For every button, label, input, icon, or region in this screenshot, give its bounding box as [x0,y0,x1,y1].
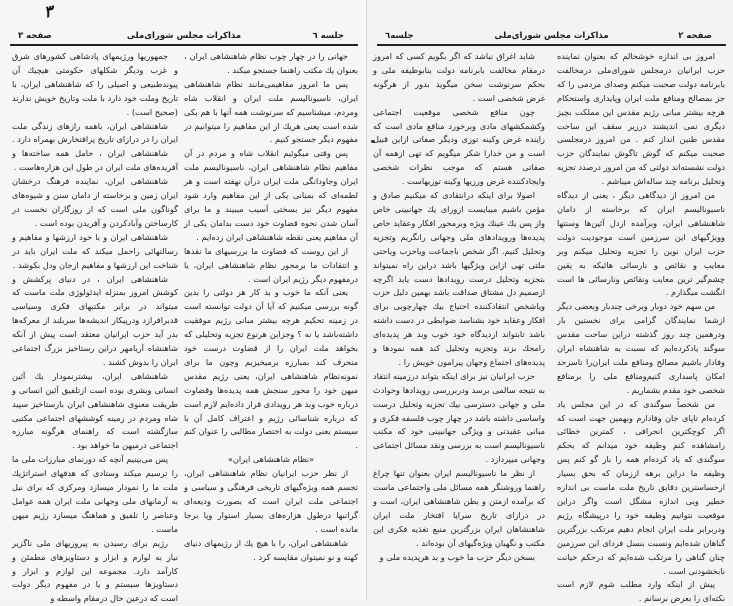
session-label: جلسه ٦ [312,31,344,41]
section-heading: «نظام شاهنشاهی ایران» [227,454,315,465]
paragraph: شاهنشاهی ایران، نماینده فرهنگ درخشان ایران زمین و برخاسته از دامان سنن و شیوه‌های گوناگون ملی است که از روزگاران نخست در کارساختن وآبادکردن و آفریدن بوده است . [12,176,178,228]
left-page [0,0,366,604]
paragraph: حزب ایرانیان نیز برای اینکه بتواند درزمینه انتقاد به نتیجه سالمی برسد ودربررسی رویدادها وحوادث ملی و جهانی دسترسی بیك تجزیه وتحلیل درست واساسی داشته باشد در چهار چوب فلسفه فکری و مبانی عقیدتی و ویژگی جهانبینی خود که مکتب ناسیونالیسم است به بررسی ونقد مسائل اجتماعی وجهانی میپردازد . [373,370,545,465]
paragraph: من سهم خود دوبار وبرخی چندبار وبعضی دیگر ازشما نمایندگان گرامی برای نخستین بار ودرهمین چند روز گذشته دراین ساحت مقدس سوگند یادکرده‌ایم که نسبت به شاهنشاه ایران وفادار باشیم مصالح ومنافع ملت ایران‌را تاسرحد امکان پاسداری کنیم‌ومنافع ملی را برمنافع شخصی خود مقدم بشماریم . [557,301,725,395]
running-title: مذاکرات مجلس شورای‌ملی [494,31,609,41]
paragraph: بسخن دیگر حزب ما خوب و بد هرپدیده ملی و [379,551,535,562]
paragraph: پیش از اینکه وارد مطلب شوم لازم است نکته‌ای را بعرض برسانم . [557,579,725,604]
paragraph: رژیم برای رسیدن به پیروزیهای ملی ناگزیر نیاز به لوازم و ابزار و دستاویزهای مطمئن و کارآمد دارد. مجموعه این لوازم و ابزار و دستاویزها سیستم و یا در مفهوم دیگر دولت است که درعین حال درمقام واسطه و [12,537,178,604]
left-page-header [10,30,358,46]
right-page [366,0,733,604]
paragraph: یعنی آنکه ما خوب و بد کار هر دولتی را بدین گونه بررسی میکنیم که آیا آن دولت توانسته است در زمینه تحکیم هرچه بیشتر مبانی رژیم موفقیت داشته‌باشد یا نه ؟ وجزاین هرنوع تجزیه وتحلیلی که بخواهد ملت ایران را از قضاوت درست خود منحرف کند بمبارزه برمیخیزیم وچون ما برای نمونه‌نظام شاهنشاهی ایران، یعنی رژیم مقدس میهن خود را محور سنجش همه پدیده‌ها وقضاوت درباره خوب وبد هر رویدادی قرار داده‌ایم لازم است که درباره شناسائی رژیم و اعتراف کامل آن با سیستم یعنی دولت به اختصار مطالبی را عنوان کنم . [183,287,358,451]
paragraph: شاید اغراق نباشد که اگر بگویم کسی که امروز درمقام مخالفت بابرنامه دولت بنابوظیفه ملی و بحکم سرنوشت سخن میگوید بدور از هرگونه غرض شخصی است . [373,51,545,103]
paragraph: جمهوریها ورژیمهای پادشاهی کشورهای شرق و غرب ودیگر شکلهای حکومتی هیچیك آن پیوندطبیعی و اصیلی را که شاهنشاهی ایران، با تاریخ وملت خود دارد با ملت وتاریخ خویش ندارند (صحیح است) . [12,51,178,117]
paragraph: اصولا برای اینکه درانتقادی که میکنیم صادق و مؤمن باشیم میبایست ازورای یك جهانبینی خاص واز پس یك عینك ویژه وبرمحور افکار وعقاید خاص پدیده‌ها ورویدادهای ملی وجهانی رانگریم وتجزیه وتحلیل کنیم. اگر شخص باجماعت ویاحزب ویاحتی ملتی تهی ازاین ویژگیها باشد دراین راه نمیتواند بتجزیه وتحلیل درست رویدادها دست یابد اگرچه ازصمیم دل مشتاق صداقت باشد بهمین دلیل حزب ویاشخص انتقادکننده احتیاج بیك چهارچوبی برای افکار وعقاید خود بشناسد ضوابطی در دست داشته باشد تابتواند ازدیدگاه خود خوب وبد هر پدیده‌ای رامحك بزند وتجزیه وتحلیل کند همه نمودها و پدیده‌های اجتماع وجهان پیرامون خویش را . [373,190,545,367]
paragraph: شاهنشاهی ایران، باهمه رازهای زندگی ملت ایران را در درازای تاریخ پرافتخارش بهمراه دارد . [12,120,178,145]
paragraph: از نظر حزب ایرانیان نظام شاهنشاهی ایران، تجسم همه ویژه‌گیهای تاریخی فرهنگی و سیاسی و اجتماعی ملت ایران است که بصورت ودیعه‌ای گرانبها درطول هزاره‌های بسیار استوار وپا برجا مانده است . [184,468,358,534]
left-page-left-column [12,50,178,606]
handwritten-page-mark: ۳ [42,1,55,22]
running-title: مذاکرات مجلس شورای‌ملی [126,31,242,41]
session-label: جلسه٦ [385,31,414,41]
left-page-right-column [184,50,358,565]
paragraph: از نظر ما ناسیونالیسم ایران بعنوان تنها چراغ راهنما وروشنگر همه مسائل ملی واجتماعی ماست که برآمده ازمتن و بطن شاهنشاهی ایران، است و در درازای تاریخ سرایا افتخار ملت ایران شاهنشاهان ایران بزرگترین منبع تغذیه فکری این مکتب و نگهبان ویژه‌گیهای آن بوده‌اند . [373,468,545,548]
paragraph: امروز بی اندازه خوشحالم که بعنوان نماینده حزب ایرانیان درمجلس شورای‌ملی درمخالفت بابرنامه دولت صحبت میکنم وصدای مردمی را که جز بمصالح ومنافع ملت ایران وپایداری واستحکام هرچه بیشتر مبانی رژیم مقدس این مملکت بچیز دیگری نمی اندیشند درزیر سقف این ساحت مقدس طنین انداز کنم . من امروز درمجلسی صحبت میکنم که گوش تاگوش نمایندگان حزب دولت نشسته‌اند دولتی که من امروز درصدد تجزیه وتحلیل برنامه چند ساله‌اش میباشم . [557,51,725,187]
page-number: صفحه ۲ [678,31,712,41]
paragraph: از این روست که قضاوت ما بررسیهای ما نقدها و انتقادات ما برمحور نظام شاهنشاهی ایران، یا درمفهوم دیگر رژیم ایران است . [184,245,358,284]
paragraph: شاهنشاهی ایران ، در دنیای پرکشش و کوشش امروز بمنزله ایدئولوژی ملت ماست که میتواند در برابر مکتبهای فکری وسیاسی قدبرافرازد ودرپیکار اندیشه‌ها سربلند از معرکه‌ها بدر آید حزب ایرانیان معتقد است پیش از آنکه شاهنشاه آریامهر دراین رستاخیز بزرگ اجتماعی ایران را بدوش کشند . [12,273,178,367]
right-page-header [377,30,726,46]
paragraph: پس می‌بینیم آنچه که دورنمای مبارزات ملی ما را ترسیم میکند وستادی که هدفهای استراتژیك ملت ما را نمودار میسازد ومرکزی که برای نیل به آرمانهای ملی وجهانی ملت ایران همه عوامل وعناصر را تلفیق و هماهنگ میسازد رژیم میهن ماست . [12,454,178,534]
right-page-right-column [557,50,725,606]
paragraph: من امروز از دیدگاهی دیگر ، یعنی از دیدگاه ناسیونالیسم ایران که برخاسته از دامان شاهنشاهی ایران، وبرآمده ازدل آئین‌ها وسنتها وویژگیهای این سرزمین است موجودیت دولت حزب ایران نوین را تجزیه وتحلیل میکنم وبر معایب و نقائص و نارسائی هائیکه به یقین چشم‌گیر ترین معایب ونقائص ونارسائی ها است انگشت میگذارم . [557,190,725,298]
paragraph: شاهنشاهی ایران، بیشترنمودار یك آئین انسانی وبشری بوده است ازتلفیق آئین انسانی و طریقت معنوی شاهنشاهی ایران بارستاخیز سپید شاه ومردم در زمینه کوششهای اجتماعی مکتبی سازگشته است که راهنمای هرگونه مبارزه اجتماعی درمیهن ما خواهد بود . [12,370,178,451]
paragraph: جهانی را در چهار چوب نظام شاهنشاهی ایران ، بعنوان یك مکتب راهنما جستجو میکند . [184,51,358,75]
paragraph: من شخصاً سوگندی که در این مجلس یاد کرده‌ام تاپای جان وفادارم وبهمین جهت است که اگر کوچکترین انحرافی ، کمترین خطائی رامشاهده کنم وظیفه خود میدانم که بحکم سوگندی که یاد کرده‌ام همه را باز گو کنم پس وظیفه ما دراین برهه اززمان که بحق بسیار ازحساسترین دقایق تاریخ ملت ماست بی اندازه خطیر وبی اندازه مشگل است واگر دراین موقعیت نتوانیم وظیفه خود را درپیشگاه رژیم ودربرابر ملت ایران انجام دهیم مرتکب بزرگترین گناهان شده‌ایم ونسبت بنسل فردای این سرزمین چنان گناهی را مرتکب شده‌ایم که درحکم خیانت نابخشودنی است . [557,398,725,576]
right-page-left-column [373,50,545,565]
paragraph: شاهنشاهی ایران ، حامل همه ساخته‌ها و آفریده‌های ملت ایران در طول این هزاره‌هاست . [12,148,178,173]
paragraph: شاهنشاهی ایران، را با هیچ یك از رژیمهای دنیای کهنه و نو نمیتوان مقایسه کرد . [184,537,358,562]
paragraph: پس وقتی میگوئیم انقلاب شاه و مردم در آن مفاهیم نظام شاهنشاهی ایران، ناسیونالیسم ملت ایران وجاودانگی ملت ایران درآن نهفته است و هر لطمه‌ای که بمبانی یکی از این مفاهیم وارد شود مفهوم دیگر نیز بسختی آسیب میبیند و ما برای آسان شدن نحوه قضاوت خود دست بدامان یکی از آن مفاهیم یعنی نقطه شاهنشاهی ایران زده‌ایم . [184,148,358,242]
paragraph: پس ما امروز مفاهیمی‌مانند نظام شاهنشاهی ایران، ناسیونالیسم ملت ایران و انقلاب شاه ومردم، میشناسیم که سرنوشت همه آنها با هم یکی شده است یعنی هریك از این مفاهیم را میتوانیم در مفهوم دیگر جستجو کنیم . [184,78,358,145]
page-number: صفحه ۳ [18,31,52,41]
paragraph: شاهنشاهی ایران و با خود ارزشها و مفاهیم و رسالتهائی راحمل میکند که ملت ایران باید در شناخت این ارزشها و مفاهیم ازجان ودل بکوشد . [12,231,178,270]
paragraph: چون منافع شخصی موقعیت اجتماعی وکشمکشهای مادی وبرخورد منافع مادی است که زاینده غرض وکینه توزی ودیگر صفاتی ازاین قبیل است و من خدارا شکر میگویم که تهی ازهمه آن صفاتی هستم که موجب نظرات شخصی وایجادکننده غرض ورزیها وکینه توزیهاست . [373,106,545,187]
